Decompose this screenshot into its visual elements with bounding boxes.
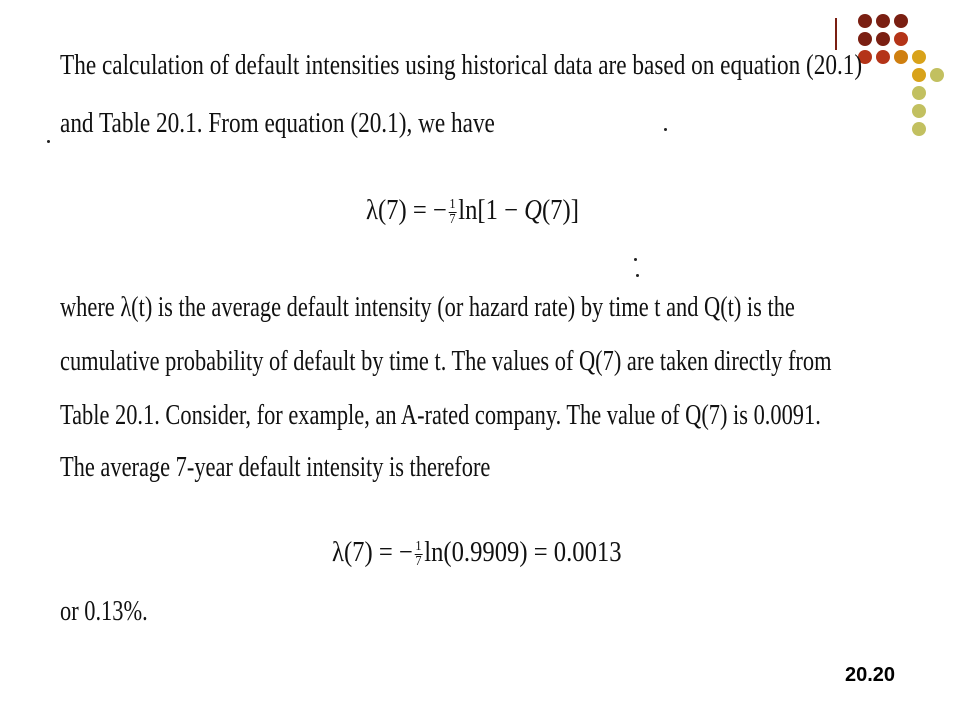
decorative-dot <box>894 32 908 46</box>
decorative-dot <box>894 14 908 28</box>
equation-2 <box>332 537 622 569</box>
decorative-dot <box>912 104 926 118</box>
equation-1-lhs: λ(7) = − <box>366 195 447 226</box>
decorative-dot-grid <box>858 14 948 154</box>
equation-2-numerator: 1 <box>415 539 422 555</box>
decorative-dot <box>894 50 908 64</box>
scan-speck <box>634 258 637 261</box>
text-line-7: or 0.13%. <box>60 596 148 627</box>
equation-2-fraction <box>415 540 423 569</box>
text-line-3: where λ(t) is the average default intensity (or hazard rate) by time t and Q(t) is the <box>60 292 795 323</box>
decorative-dot <box>876 32 890 46</box>
text-line-2: and Table 20.1. From equation (20.1), we have <box>60 108 495 139</box>
decorative-dot <box>912 122 926 136</box>
page-number: 20.20 <box>845 664 896 686</box>
decorative-dot <box>876 50 890 64</box>
text-line-6: The average 7-year default intensity is therefore <box>60 452 491 483</box>
decorative-dot <box>912 68 926 82</box>
decorative-dot <box>912 86 926 100</box>
text-line-1: The calculation of default intensities using historical data are based on equation (20.1) <box>60 50 863 81</box>
equation-1-rhs-var: Q <box>524 195 542 226</box>
equation-1-rhs-pre: ln[1 − <box>458 195 525 226</box>
text-line-5: Table 20.1. Consider, for example, an A-rated company. The value of Q(7) is 0.0091. <box>60 400 821 431</box>
decorative-dot <box>858 32 872 46</box>
scan-speck <box>47 140 50 143</box>
decorative-dot <box>912 50 926 64</box>
equation-1-numerator: 1 <box>449 197 456 213</box>
equation-2-rhs: ln(0.9909) = 0.0013 <box>424 537 622 568</box>
scan-speck <box>664 128 667 131</box>
equation-2-lhs: λ(7) = − <box>332 537 413 568</box>
equation-1-rhs-post: (7)] <box>541 195 579 226</box>
equation-1 <box>366 195 579 227</box>
equation-1-fraction <box>449 198 457 227</box>
title-divider-line <box>835 18 837 50</box>
decorative-dot <box>876 14 890 28</box>
decorative-dot <box>858 14 872 28</box>
equation-1-denominator: 7 <box>449 212 456 228</box>
equation-2-denominator: 7 <box>415 554 422 570</box>
text-line-4: cumulative probability of default by time t. The values of Q(7) are taken directly from <box>60 346 832 377</box>
scan-speck <box>636 274 639 277</box>
decorative-dot <box>930 68 944 82</box>
